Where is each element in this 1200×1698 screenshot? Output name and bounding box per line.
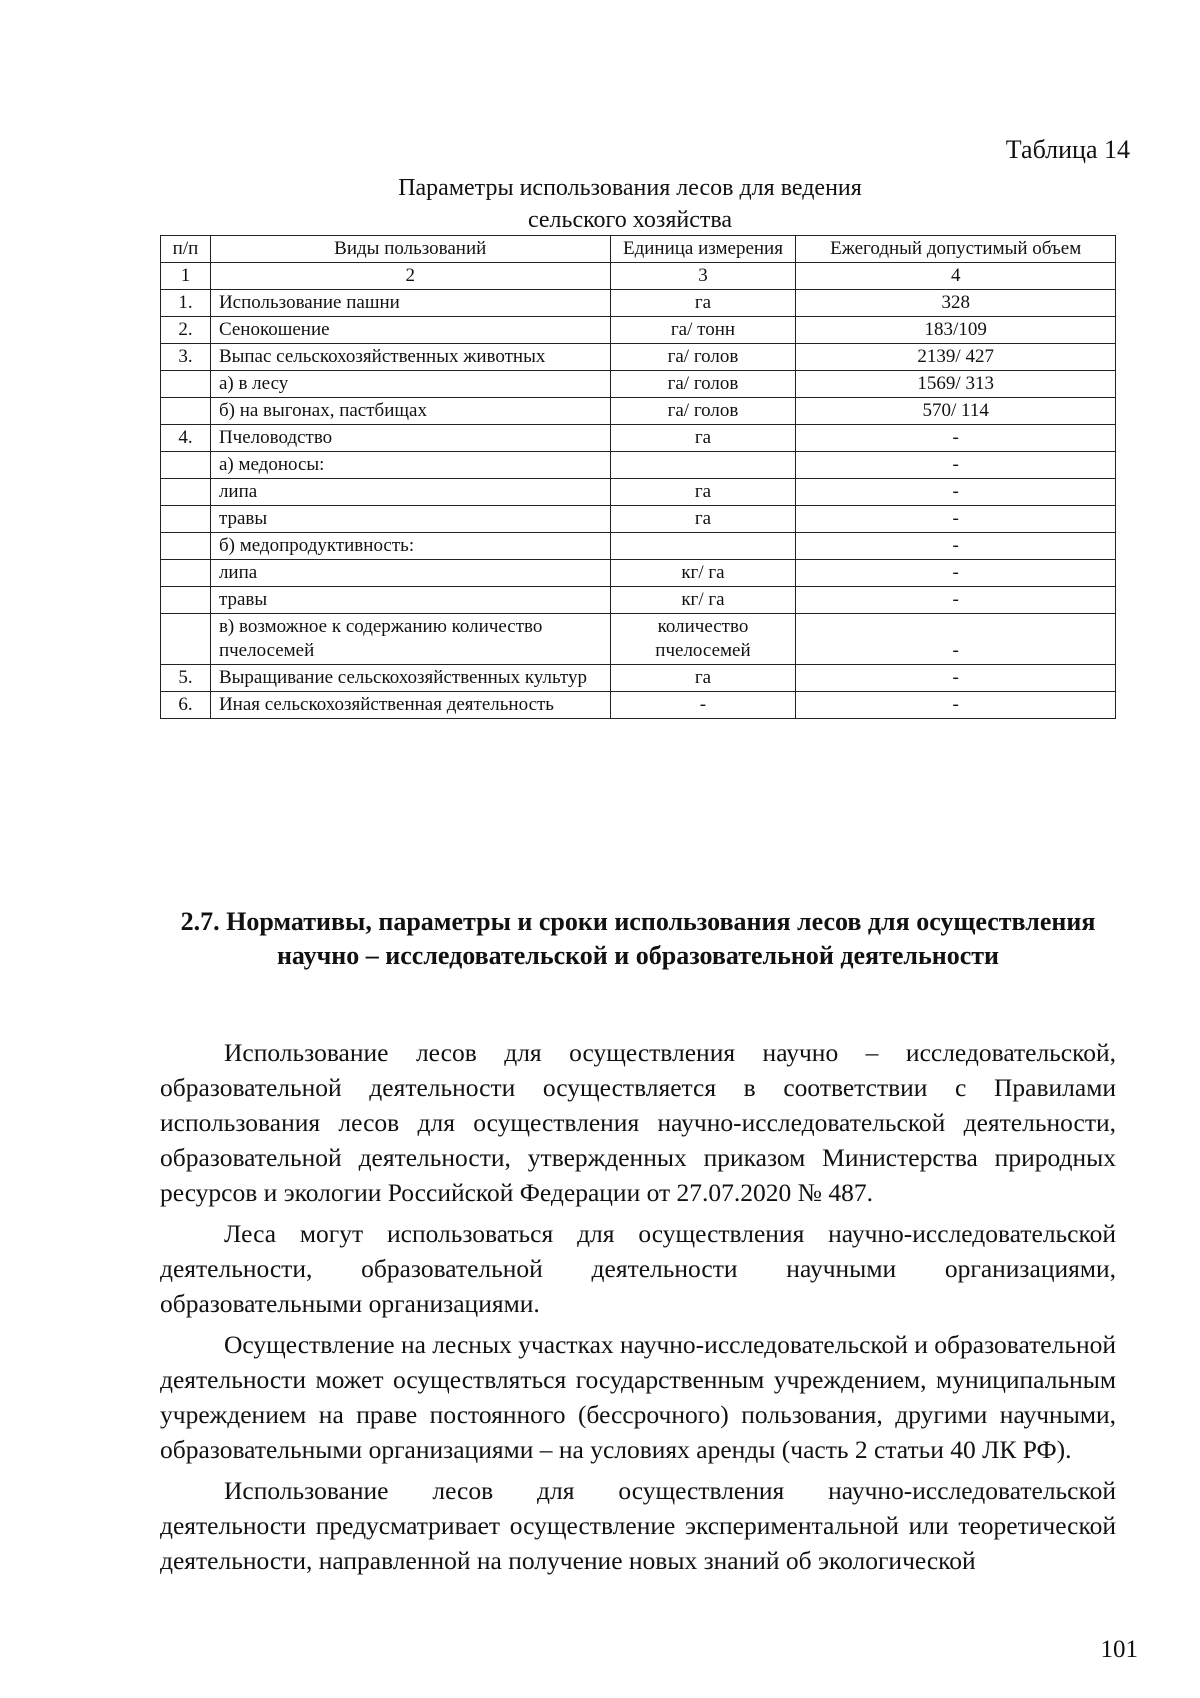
row-kind: в) возможное к содержанию количество пчелосемей bbox=[210, 614, 610, 665]
row-unit: количество пчелосемей bbox=[610, 614, 796, 665]
table-row bbox=[161, 452, 1116, 479]
row-volume: - bbox=[796, 692, 1116, 719]
row-unit: га bbox=[610, 506, 796, 533]
table-row bbox=[161, 344, 1116, 371]
table-caption-line2: сельского хозяйства bbox=[527, 207, 733, 233]
row-num bbox=[161, 506, 211, 533]
row-kind: травы bbox=[210, 587, 610, 614]
column-number: 4 bbox=[796, 263, 1116, 290]
row-num bbox=[161, 587, 211, 614]
row-unit: га bbox=[610, 665, 796, 692]
section-heading: 2.7. Нормативы, параметры и сроки использования лесов для осуществления научно – исследовательской и образовательной деятельности bbox=[180, 907, 1096, 970]
column-number: 2 bbox=[210, 263, 610, 290]
row-volume: - bbox=[796, 452, 1116, 479]
table-row bbox=[161, 587, 1116, 614]
table-row bbox=[161, 479, 1116, 506]
row-num: 6. bbox=[161, 692, 211, 719]
header-num: п/п bbox=[161, 236, 211, 263]
table-row bbox=[161, 425, 1116, 452]
column-number-row bbox=[161, 263, 1116, 290]
body-text bbox=[160, 1035, 1116, 1584]
row-volume: - bbox=[796, 665, 1116, 692]
row-volume: - bbox=[796, 425, 1116, 452]
table-row bbox=[161, 614, 1116, 665]
row-unit: га bbox=[610, 425, 796, 452]
row-num: 4. bbox=[161, 425, 211, 452]
row-unit: га/ голов bbox=[610, 371, 796, 398]
row-num: 5. bbox=[161, 665, 211, 692]
row-kind: а) в лесу bbox=[210, 371, 610, 398]
row-num bbox=[161, 371, 211, 398]
row-kind: Использование пашни bbox=[210, 290, 610, 317]
row-kind: Иная сельскохозяйственная деятельность bbox=[210, 692, 610, 719]
row-unit: га/ тонн bbox=[610, 317, 796, 344]
row-num: 2. bbox=[161, 317, 211, 344]
paragraph: Использование лесов для осуществления научно – исследовательской, образовательной деятельности осуществляется в соответствии с Правилами использования лесов для осуществления научно-исследовательской деятельности, образовательной деятельности, утвержденных приказом Министерства природных ресурсов и экологии Российской Федерации от 27.07.2020 № 487. bbox=[160, 1038, 1116, 1207]
row-unit: кг/ га bbox=[610, 587, 796, 614]
page-number: 101 bbox=[1100, 1636, 1138, 1663]
table-caption-line1: Параметры использования лесов для ведения bbox=[398, 175, 862, 201]
row-num bbox=[161, 398, 211, 425]
row-volume: 1569/ 313 bbox=[796, 371, 1116, 398]
paragraph: Осуществление на лесных участках научно-исследовательской и образовательной деятельности может осуществляться государственным учреждением, муниципальным учреждением на праве постоянного (бессрочного) пользования, другими научными, образовательными организациями – на условиях аренды (часть 2 статьи 40 ЛК РФ). bbox=[160, 1330, 1116, 1464]
row-volume: - bbox=[796, 533, 1116, 560]
row-num bbox=[161, 452, 211, 479]
row-num bbox=[161, 614, 211, 665]
row-kind: липа bbox=[210, 560, 610, 587]
row-volume: - bbox=[796, 506, 1116, 533]
table-row bbox=[161, 506, 1116, 533]
row-kind: б) на выгонах, пастбищах bbox=[210, 398, 610, 425]
row-unit: га bbox=[610, 479, 796, 506]
row-volume: - bbox=[796, 560, 1116, 587]
header-volume: Ежегодный допустимый объем bbox=[796, 236, 1116, 263]
header-unit: Единица измерения bbox=[610, 236, 796, 263]
row-unit: га bbox=[610, 290, 796, 317]
row-unit: га/ голов bbox=[610, 398, 796, 425]
paragraph: Леса могут использоваться для осуществления научно-исследовательской деятельности, образовательной деятельности научными организациями, образовательными организациями. bbox=[160, 1219, 1116, 1318]
row-kind: Выпас сельскохозяйственных животных bbox=[210, 344, 610, 371]
row-num bbox=[161, 560, 211, 587]
row-unit: га/ голов bbox=[610, 344, 796, 371]
row-num: 3. bbox=[161, 344, 211, 371]
row-unit: - bbox=[610, 692, 796, 719]
table-header-row bbox=[161, 236, 1116, 263]
row-volume: 183/109 bbox=[796, 317, 1116, 344]
row-unit bbox=[610, 533, 796, 560]
table-row bbox=[161, 371, 1116, 398]
row-kind: Выращивание сельскохозяйственных культур bbox=[210, 665, 610, 692]
row-kind: б) медопродуктивность: bbox=[210, 533, 610, 560]
table-row bbox=[161, 398, 1116, 425]
paragraph: Использование лесов для осуществления научно-исследовательской деятельности предусматривает осуществление экспериментальной или теоретической деятельности, направленной на получение новых знаний об экологической bbox=[160, 1476, 1116, 1575]
row-kind: Пчеловодство bbox=[210, 425, 610, 452]
table-label: Таблица 14 bbox=[1005, 135, 1130, 164]
table-row bbox=[161, 692, 1116, 719]
row-num bbox=[161, 479, 211, 506]
table-row bbox=[161, 290, 1116, 317]
row-volume: - bbox=[796, 587, 1116, 614]
row-volume: 2139/ 427 bbox=[796, 344, 1116, 371]
table-row bbox=[161, 560, 1116, 587]
column-number: 3 bbox=[610, 263, 796, 290]
row-kind: травы bbox=[210, 506, 610, 533]
row-num bbox=[161, 533, 211, 560]
table-row bbox=[161, 317, 1116, 344]
row-unit bbox=[610, 452, 796, 479]
row-volume: 328 bbox=[796, 290, 1116, 317]
table-row bbox=[161, 533, 1116, 560]
row-num: 1. bbox=[161, 290, 211, 317]
row-volume: 570/ 114 bbox=[796, 398, 1116, 425]
forest-use-parameters-table bbox=[160, 235, 1116, 719]
row-volume: - bbox=[796, 479, 1116, 506]
row-kind: Сенокошение bbox=[210, 317, 610, 344]
header-kind: Виды пользований bbox=[210, 236, 610, 263]
row-volume: - bbox=[796, 614, 1116, 665]
table-caption bbox=[210, 172, 1050, 236]
row-kind: а) медоносы: bbox=[210, 452, 610, 479]
table-row bbox=[161, 665, 1116, 692]
row-kind: липа bbox=[210, 479, 610, 506]
column-number: 1 bbox=[161, 263, 211, 290]
row-unit: кг/ га bbox=[610, 560, 796, 587]
